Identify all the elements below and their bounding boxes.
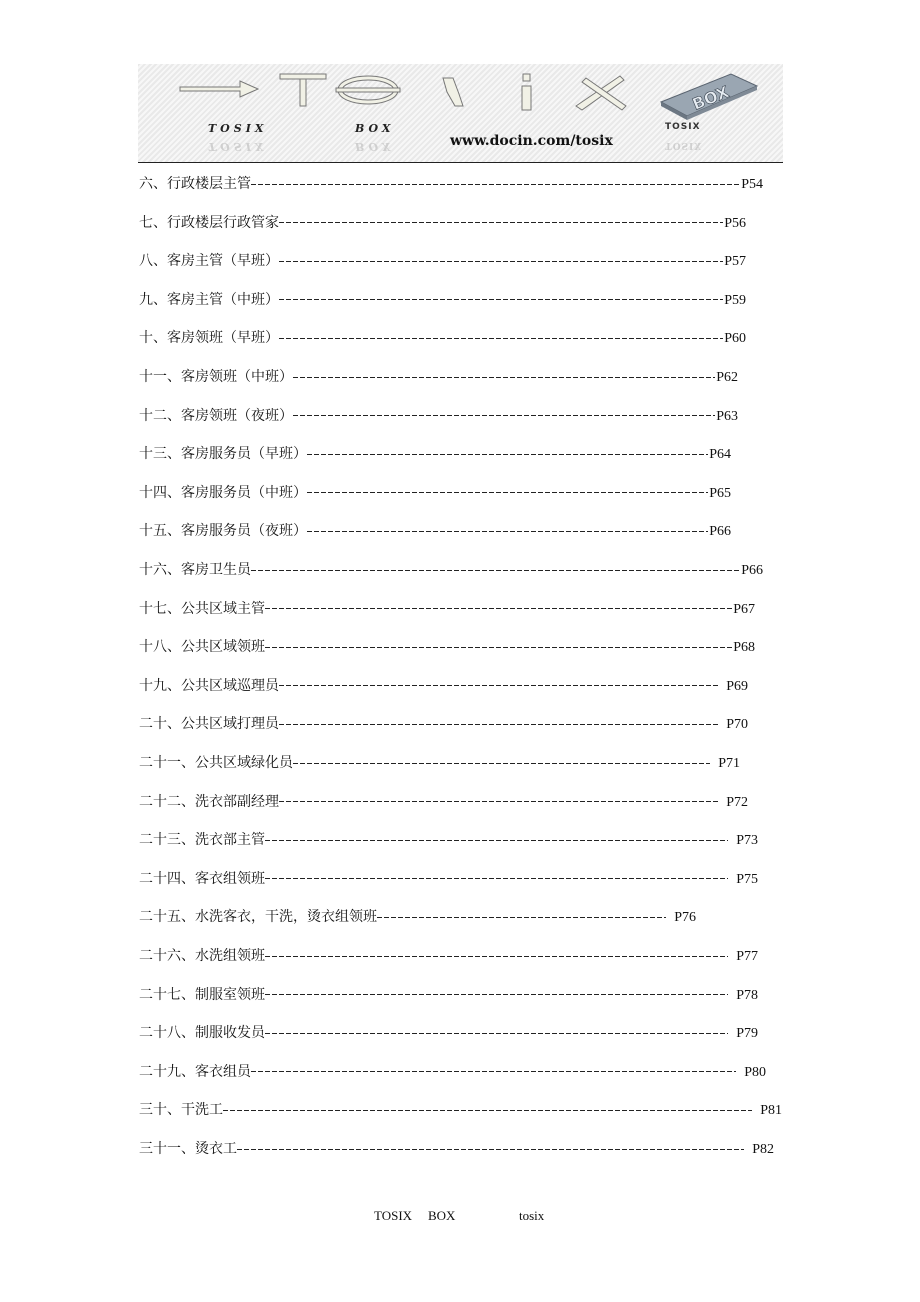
- toc-entry[interactable]: [139, 519, 731, 543]
- toc-dot-leader: [237, 1149, 744, 1150]
- toc-dot-leader: [251, 184, 740, 185]
- toc-entry[interactable]: [139, 249, 746, 273]
- logo-word-box-reflection: BOX: [355, 140, 395, 153]
- toc-dot-leader: [223, 1110, 752, 1111]
- toc-dot-leader: [251, 1071, 736, 1072]
- toc-entry-page: P73: [736, 833, 758, 849]
- toc-entry[interactable]: [139, 558, 763, 582]
- footer-tosix: TOSIX: [374, 1208, 413, 1223]
- toc-entry-title: 十四、客房服务员（中班）: [139, 484, 307, 501]
- toc-entry-page: P59: [724, 292, 746, 308]
- footer-box: BOX: [428, 1208, 456, 1223]
- toc-entry[interactable]: [139, 597, 755, 621]
- toc-entry[interactable]: [139, 1021, 758, 1045]
- toc-entry[interactable]: [139, 944, 758, 968]
- box-caption-reflection: TOSIX: [665, 140, 703, 150]
- toc-entry-page: P60: [724, 331, 746, 347]
- toc-dot-leader: [377, 917, 666, 918]
- toc-entry[interactable]: [139, 635, 755, 659]
- toc-dot-leader: [265, 647, 732, 648]
- toc-entry-title: 三十一、烫衣工: [139, 1141, 237, 1157]
- toc-entry[interactable]: [139, 790, 748, 814]
- toc-entry[interactable]: [139, 751, 740, 775]
- toc-entry-page: P71: [718, 756, 740, 771]
- toc-entry[interactable]: [139, 674, 748, 698]
- toc-entry-page: P81: [760, 1103, 782, 1119]
- toc-entry-title: 十五、客房服务员（夜班）: [139, 523, 307, 540]
- letter-x-logo-icon: [570, 72, 630, 112]
- toc-entry-title: 十六、客房卫生员: [139, 562, 251, 578]
- toc-entry-page: P62: [716, 370, 738, 385]
- toc-entry-page: P66: [709, 524, 731, 540]
- toc-dot-leader: [279, 338, 723, 339]
- toc-entry-page: P77: [736, 949, 758, 964]
- toc-entry-page: P76: [674, 910, 696, 926]
- toc-entry[interactable]: [139, 326, 746, 350]
- toc-dot-leader: [307, 454, 708, 455]
- footer-tosix-lower: tosix: [519, 1208, 545, 1223]
- toc-entry-page: P66: [741, 563, 763, 578]
- toc-entry-page: P80: [744, 1064, 766, 1080]
- toc-entry-title: 二十四、客衣组领班: [139, 870, 265, 887]
- header-banner: [138, 64, 783, 162]
- toc-entry-page: P82: [752, 1142, 774, 1157]
- toc-dot-leader: [279, 801, 718, 802]
- toc-entry-page: P68: [733, 640, 755, 656]
- toc-entry-page: P64: [709, 447, 731, 463]
- box-logo-icon: [653, 70, 763, 122]
- toc-entry-title: 十九、公共区域巡理员: [139, 677, 279, 694]
- toc-entry-page: P63: [716, 408, 738, 424]
- letter-o-logo-icon: [333, 74, 403, 106]
- toc-entry[interactable]: [139, 905, 696, 929]
- toc-dot-leader: [293, 415, 715, 416]
- toc-dot-leader: [265, 994, 728, 995]
- toc-dot-leader: [279, 724, 718, 725]
- toc-entry[interactable]: [139, 404, 738, 428]
- logo-word-tosix: TOSIX: [208, 122, 268, 135]
- toc-entry[interactable]: [139, 211, 746, 235]
- toc-dot-leader: [265, 878, 728, 879]
- toc-entry-page: P65: [709, 485, 731, 501]
- toc-entry-page: P79: [736, 1026, 758, 1042]
- box-logo-text: BOX: [689, 82, 732, 114]
- toc-dot-leader: [265, 608, 732, 609]
- toc-dot-leader: [307, 492, 708, 493]
- toc-entry-title: 十七、公共区域主管: [139, 600, 265, 617]
- toc-entry-title: 六、行政楼层主管: [139, 176, 251, 192]
- toc-dot-leader: [307, 531, 708, 532]
- toc-entry-page: P72: [726, 794, 748, 810]
- toc-dot-leader: [265, 1033, 728, 1034]
- toc-entry[interactable]: [139, 1098, 782, 1122]
- toc-dot-leader: [279, 299, 723, 300]
- toc-entry-title: 二十三、洗衣部主管: [139, 832, 265, 849]
- toc-entry[interactable]: [139, 442, 731, 466]
- toc-dot-leader: [293, 377, 715, 378]
- toc-entry[interactable]: [139, 1060, 766, 1084]
- toc-entry-page: P67: [733, 601, 755, 617]
- box-caption: TOSIX: [665, 122, 701, 132]
- toc-dot-leader: [251, 570, 740, 571]
- toc-entry[interactable]: [139, 365, 738, 389]
- toc-entry-title: 十、客房领班（早班）: [139, 330, 279, 347]
- letter-s-logo-icon: [433, 72, 473, 112]
- toc-dot-leader: [265, 956, 728, 957]
- toc-entry-title: 十二、客房领班（夜班）: [139, 407, 293, 424]
- toc-entry-page: P54: [741, 177, 763, 192]
- toc-entry-title: 三十、干洗工: [139, 1102, 223, 1119]
- toc-entry-page: P70: [726, 717, 748, 733]
- toc-entry[interactable]: [139, 712, 748, 736]
- toc-entry-page: P78: [736, 987, 758, 1003]
- toc-entry[interactable]: [139, 172, 763, 196]
- toc-entry[interactable]: [139, 867, 758, 891]
- toc-dot-leader: [265, 840, 728, 841]
- toc-entry-title: 二十八、制服收发员: [139, 1025, 265, 1042]
- toc-entry-title: 九、客房主管（中班）: [139, 291, 279, 308]
- toc-entry-title: 二十一、公共区域绿化员: [139, 755, 293, 771]
- toc-entry-title: 二十七、制服室领班: [139, 986, 265, 1003]
- logo-word-box: BOX: [355, 122, 395, 135]
- toc-entry-title: 七、行政楼层行政管家: [139, 214, 279, 231]
- toc-entry-title: 十八、公共区域领班: [139, 639, 265, 656]
- toc-dot-leader: [293, 763, 710, 764]
- toc-dot-leader: [279, 685, 718, 686]
- logo-word-tosix-reflection: TOSIX: [208, 140, 268, 153]
- header-divider: [138, 162, 783, 163]
- toc-entry[interactable]: [139, 288, 746, 312]
- toc-entry-title: 二十九、客衣组员: [139, 1063, 251, 1080]
- toc-entry[interactable]: [139, 481, 731, 505]
- toc-entry-page: P75: [736, 871, 758, 887]
- letter-i-logo-icon: [515, 72, 539, 112]
- arrow-logo-icon: [178, 78, 260, 100]
- toc-dot-leader: [279, 222, 723, 223]
- toc-entry-title: 二十六、水洗组领班: [139, 948, 265, 964]
- toc-entry-page: P57: [724, 254, 746, 270]
- toc-dot-leader: [279, 261, 723, 262]
- toc-entry-title: 八、客房主管（早班）: [139, 253, 279, 270]
- toc-entry[interactable]: [139, 1137, 774, 1161]
- toc-entry-title: 十三、客房服务员（早班）: [139, 446, 307, 463]
- toc-entry-title: 二十、公共区域打理员: [139, 716, 279, 733]
- banner-url: www.docin.com/tosix: [450, 133, 613, 149]
- toc-entry[interactable]: [139, 983, 758, 1007]
- toc-entry[interactable]: [139, 828, 758, 852]
- toc-entry-title: 二十二、洗衣部副经理: [139, 793, 279, 810]
- toc-entry-title: 二十五、水洗客衣，干洗，烫衣组领班: [139, 909, 377, 926]
- letter-t-logo-icon: [278, 72, 328, 108]
- toc-entry-page: P56: [724, 215, 746, 231]
- toc-entry-title: 十一、客房领班（中班）: [139, 369, 293, 385]
- toc-entry-page: P69: [726, 678, 748, 694]
